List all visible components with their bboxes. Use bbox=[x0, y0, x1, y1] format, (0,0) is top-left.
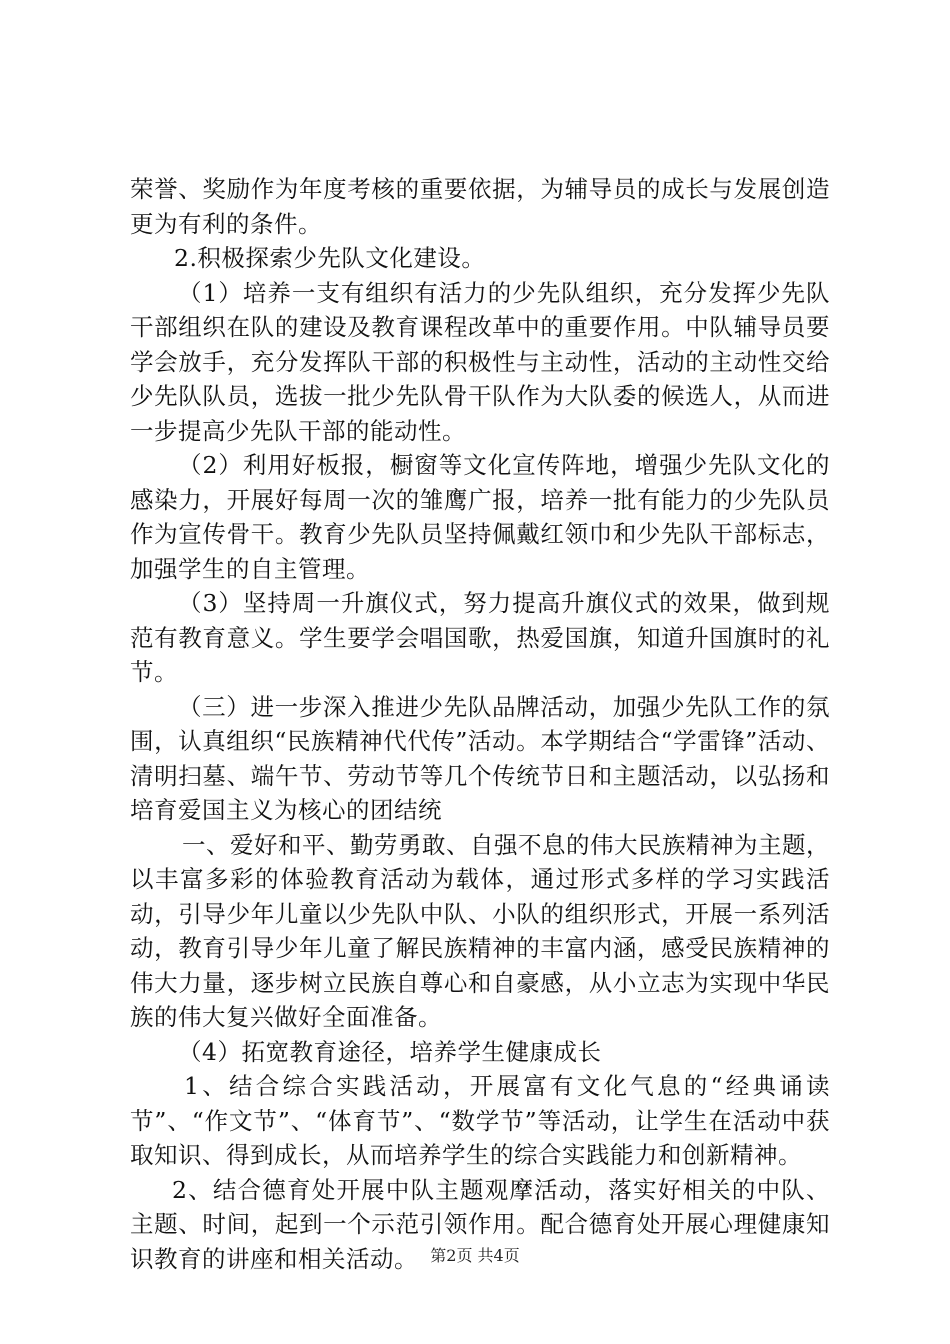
paragraph-7: 一、爱好和平、勤劳勇敢、自强不息的伟大民族精神为主题，以丰富多彩的体验教育活动为载体，通过形式多样的学习实践活动，引导少年儿童以少先队中队、小队的组织形式，开展一系列活动，教育引导少年儿童了解民族精神的丰富内涵，感受民族精神的伟大力量，逐步树立民族自尊心和自豪感，从小立志为实现中华民族的伟大复兴做好全面准备。 bbox=[130, 830, 830, 1031]
document-body bbox=[130, 172, 830, 1276]
page-number: 第2页 共4页 bbox=[430, 1246, 520, 1265]
paragraph-10: 2、结合德育处开展中队主题观摩活动，落实好相关的中队、主题、时间，起到一个示范引领作用。配合德育处开展心理健康知识教育的讲座和相关活动。 bbox=[130, 1175, 830, 1273]
paragraph-1: 荣誉、奖励作为年度考核的重要依据，为辅导员的成长与发展创造更为有利的条件。 bbox=[130, 175, 830, 238]
paragraph-3: （1）培养一支有组织有活力的少先队组织，充分发挥少先队干部组织在队的建设及教育课程改革中的重要作用。中队辅导员要学会放手，充分发挥队干部的积极性与主动性，活动的主动性交给少先队队员，选拔一批少先队骨干队作为大队委的候选人，从而进一步提高少先队干部的能动性。 bbox=[130, 278, 830, 445]
page-footer bbox=[0, 1246, 950, 1266]
paragraph-2: 2.积极探索少先队文化建设。 bbox=[174, 244, 486, 272]
paragraph-9: 1、结合综合实践活动，开展富有文化气息的“经典诵读节”、“作文节”、“体育节”、“数学节”等活动，让学生在活动中获取知识、得到成长，从而培养学生的综合实践能力和创新精神。 bbox=[130, 1072, 830, 1169]
paragraph-5: （3）坚持周一升旗仪式，努力提高升旗仪式的效果，做到规范有教育意义。学生要学会唱国歌，热爱国旗，知道升国旗时的礼节。 bbox=[130, 589, 830, 686]
paragraph-8: （4）拓宽教育途径，培养学生健康成长 bbox=[178, 1037, 602, 1066]
paragraph-4: （2）利用好板报，橱窗等文化宣传阵地，增强少先队文化的感染力，开展好每周一次的雏鹰广报，培养一批有能力的少先队员作为宣传骨干。教育少先队员坚持佩戴红领巾和少先队干部标志，加强学生的自主管理。 bbox=[130, 451, 830, 583]
paragraph-6: （三）进一步深入推进少先队品牌活动，加强少先队工作的氛围，认真组织“民族精神代代传”活动。本学期结合“学雷锋”活动、清明扫墓、端午节、劳动节等几个传统节日和主题活动，以弘扬和培育爱国主义为核心的团结统 bbox=[130, 692, 830, 824]
